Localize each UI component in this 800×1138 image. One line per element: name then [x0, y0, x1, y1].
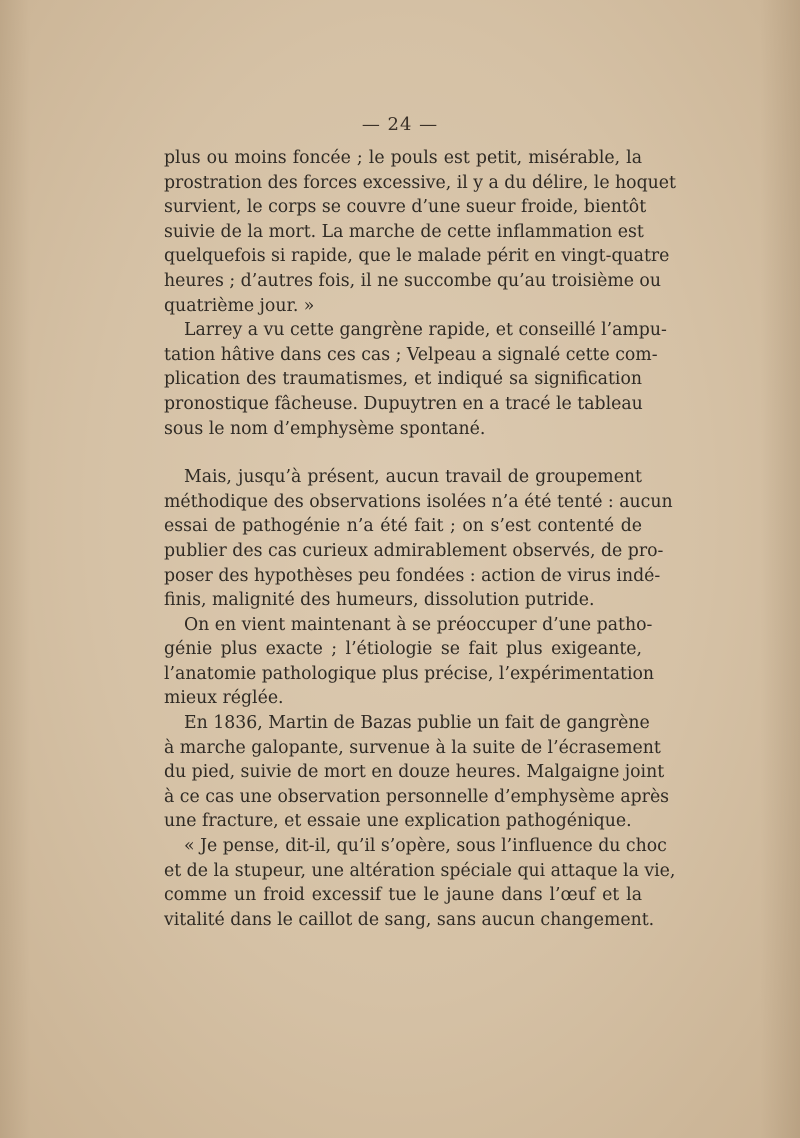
text-line: prostration des forces excessive, il y a du délire, le hoquet	[164, 172, 676, 193]
text-line: mieux réglée.	[164, 688, 284, 709]
text-line: et de la stupeur, une altération spéciale qui attaque la vie,	[164, 860, 676, 881]
paragraph-3	[164, 465, 673, 613]
text-line: publier des cas curieux admirablement observés, de pro-	[164, 540, 664, 561]
page-shadow-left	[0, 0, 30, 1138]
text-line: poser des hypothèses peu fondées : action de virus indé-	[164, 565, 661, 586]
text-line: Larrey a vu cette gangrène rapide, et conseillé l’ampu-	[184, 320, 667, 341]
paragraph-spacer	[164, 441, 642, 465]
paragraph-6	[164, 834, 676, 932]
text-line: plication des traumatismes, et indiqué sa signification	[164, 369, 642, 390]
text-line: une fracture, et essaie une explication pathogénique.	[164, 811, 632, 832]
text-line: pronostique fâcheuse. Dupuytren en a tracé le tableau	[164, 393, 643, 414]
text-line: survient, le corps se couvre d’une sueur froide, bientôt	[164, 197, 647, 218]
text-line: finis, malignité des humeurs, dissolution putride.	[164, 590, 595, 611]
text-line: méthodique des observations isolées n’a été tenté : aucun	[164, 491, 673, 512]
text-line: essai de pathogénie n’a été fait ; on s’est contenté de	[164, 516, 642, 537]
text-line: sous le nom d’emphysème spontané.	[164, 418, 486, 439]
text-line: à marche galopante, survenue à la suite de l’écrasement	[164, 737, 661, 758]
page-number: — 24 —	[361, 114, 439, 135]
text-line: « Je pense, dit-il, qu’il s’opère, sous l’influence du choc	[184, 836, 667, 857]
page-shadow-right	[760, 0, 800, 1138]
text-line: vitalité dans le caillot de sang, sans aucun changement.	[164, 909, 655, 930]
text-line: à ce cas une observation personnelle d’emphysème après	[164, 786, 670, 807]
text-line: du pied, suivie de mort en douze heures. Malgaigne joint	[164, 762, 665, 783]
text-line: plus ou moins foncée ; le pouls est petit, misérable, la	[164, 148, 642, 168]
paragraph-1	[164, 146, 676, 318]
text-line: l’anatomie pathologique plus précise, l’expérimentation	[164, 663, 655, 684]
text-line: tation hâtive dans ces cas ; Velpeau a signalé cette com-	[164, 344, 658, 365]
paragraph-2	[164, 318, 667, 441]
text-line: quelquefois si rapide, que le malade périt en vingt-quatre	[164, 246, 670, 267]
text-line: heures ; d’autres fois, il ne succombe qu’au troisième ou	[164, 270, 661, 291]
text-line: quatrième jour. »	[164, 295, 315, 316]
text-line: En 1836, Martin de Bazas publie un fait de gangrène	[184, 713, 650, 734]
text-line: suivie de la mort. La marche de cette inflammation est	[164, 221, 644, 242]
text-line: Mais, jusqu’à présent, aucun travail de groupement	[184, 467, 642, 488]
text-line: génie plus exacte ; l’étiologie se fait plus exigeante,	[164, 639, 642, 660]
text-line: comme un froid excessif tue le jaune dans l’œuf et la	[164, 885, 642, 906]
body-text	[164, 146, 676, 932]
paragraph-5	[164, 711, 670, 834]
text-line: On en vient maintenant à se préoccuper d’une patho-	[184, 614, 653, 635]
paragraph-4	[164, 613, 655, 711]
